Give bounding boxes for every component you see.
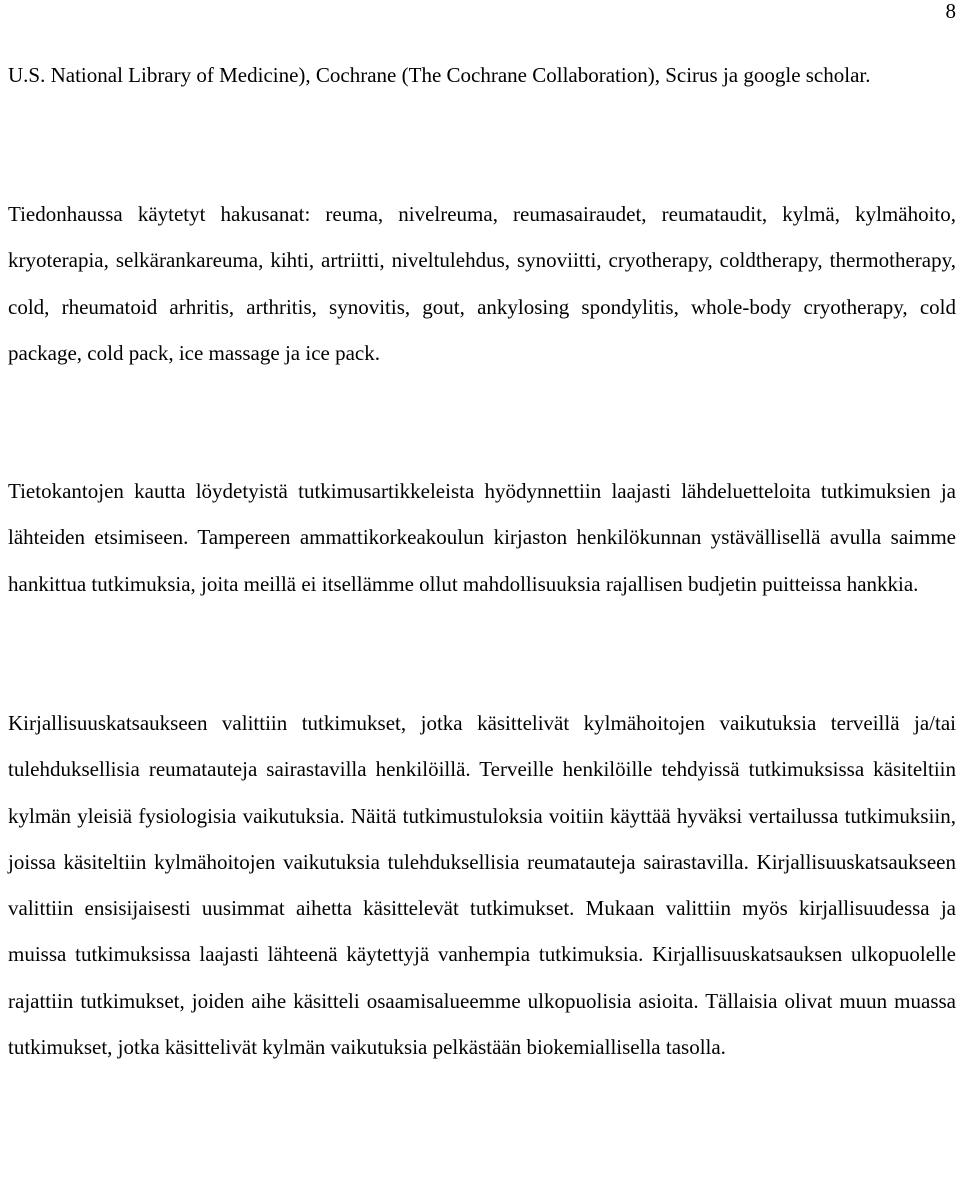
paragraph-reference-lists: Tietokantojen kautta löydetyistä tutkimusartikkeleista hyödynnettiin laajasti lähdeluetteloita tutkimuksien ja lähteiden etsimiseen. Tampereen ammattikorkeakoulun kirjaston henkilökunnan ystävällisellä avulla saimme hankittua tutkimuksia, joita meillä ei itsellämme ollut mahdollisuuksia rajallisen budjetin puitteissa hankkia.	[8, 479, 956, 596]
page-number: 8	[945, 0, 956, 23]
paragraph-search-sources: U.S. National Library of Medicine), Cochrane (The Cochrane Collaboration), Scirus ja google scholar.	[8, 63, 871, 87]
paragraph-selection-criteria: Kirjallisuuskatsaukseen valittiin tutkimukset, jotka käsittelivät kylmähoitojen vaikutuksia terveillä ja/tai tulehduksellisia reumatauteja sairastavilla henkilöillä. Terveille henkilöille tehdyissä tutkimuksissa käsiteltiin kylmän yleisiä fysiologisia vaikutuksia. Näitä tutkimustuloksia voitiin käyttää hyväksi vertailussa tutkimuksiin, joissa käsiteltiin kylmähoitojen vaikutuksia tulehduksellisia reumatauteja sairastavilla. Kirjallisuuskatsaukseen valittiin ensisijaisesti uusimmat aihetta käsittelevät tutkimukset. Mukaan valittiin myös kirjallisuudessa ja muissa tutkimuksissa laajasti lähteenä käytettyjä vanhempia tutkimuksia. Kirjallisuuskatsauksen ulkopuolelle rajattiin tutkimukset, joiden aihe käsitteli osaamisalueemme ulkopuolisia asioita. Tällaisia olivat muun muassa tutkimukset, jotka käsittelivät kylmän vaikutuksia pelkästään biokemiallisella tasolla.	[8, 711, 956, 1060]
paragraph-search-terms: Tiedonhaussa käytetyt hakusanat: reuma, nivelreuma, reumasairaudet, reumataudit, kylmä, kylmähoito, kryoterapia, selkärankareuma, kihti, artriitti, niveltulehdus, synoviitti, cryotherapy, coldtherapy, thermotherapy, cold, rheumatoid arhritis, arthritis, synovitis, gout, ankylosing spondylitis, whole-body cryotherapy, cold package, cold pack, ice massage ja ice pack.	[8, 202, 956, 365]
